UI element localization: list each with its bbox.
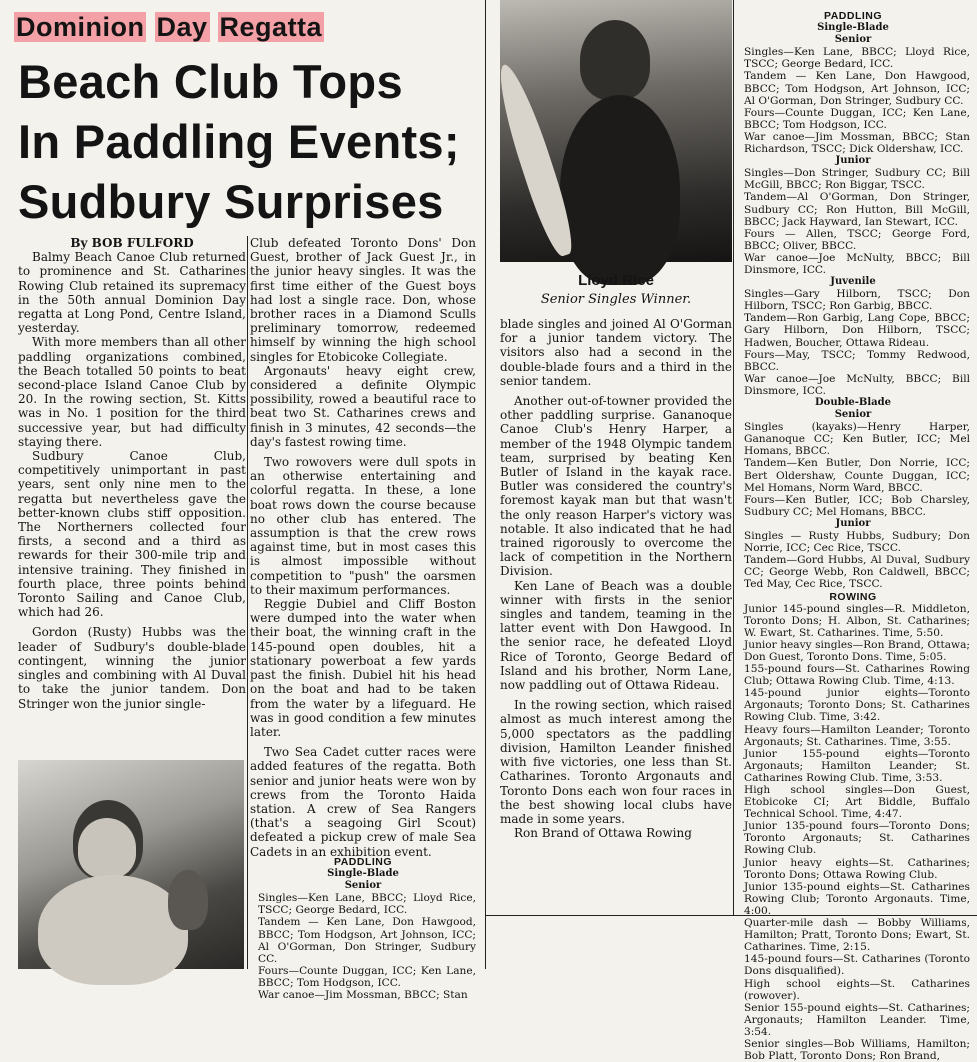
result-entry: War canoe—Jim Mossman, BBCC; Stan	[258, 989, 468, 1002]
result-heading: Senior	[834, 34, 872, 46]
result-entry: Singles—Ken Lane, BBCC; Lloyd Rice, TSCC; George Bedard, ICC.	[744, 46, 970, 71]
result-heading: ROWING	[829, 590, 877, 603]
paragraph: In the rowing section, which raised almost as much interest among the 5,000 spectators as the paddling division, Hamilton Leander finished with five victories, one less than St. Catharines. Toronto Argonauts and Toronto Dons each won four races in the best showing local clubs have made in some years.	[500, 698, 732, 826]
result-heading: Juvenile	[830, 276, 876, 288]
result-heading: Senior	[834, 409, 872, 421]
paragraph: Gordon (Rusty) Hubbs was the leader of Sudbury's double-blade contingent, winning the junior singles and combining with Al Duval to take the junior tandem. Don Stringer won the junior single-	[18, 625, 246, 711]
result-entry: Singles—Ken Lane, BBCC; Lloyd Rice, TSCC; George Bedard, ICC.	[258, 892, 476, 917]
result-heading: Single-Blade	[817, 22, 889, 34]
kicker-word: Day	[156, 12, 208, 42]
result-heading: Junior	[835, 517, 871, 529]
paragraph: Balmy Beach Canoe Club returned to prominence and St. Catharines Rowing Club retained its supremacy in the 50th annual Dominion Day regatta at Long Pond, Centre Island, yesterday.	[18, 250, 246, 336]
paragraph: With more members than all other paddling organizations combined, the Beach totalled 50 points to beat second-place Island Canoe Club by 20. In the rowing section, St. Kitts was in No. 1 position for the third successive year, but had difficulty staying there.	[18, 335, 246, 449]
result-entry: High school singles—Don Guest, Etobicoke CI; Art Biddle, Buffalo Technical School. Time, 4:47.	[744, 784, 970, 821]
headline	[18, 52, 478, 232]
article-column-1	[18, 236, 246, 711]
result-entry: Singles (kayaks)—Henry Harper, Gananoque CC; Ken Butler, ICC; Mel Homans, BBCC.	[744, 421, 970, 458]
paragraph: Ron Brand of Ottawa Rowing	[514, 826, 692, 841]
result-entry: Tandem—Ken Butler, Don Norrie, ICC; Bert Oldershaw, Counte Duggan, ICC; Mel Homans, Norm Ward, BBCC.	[744, 457, 970, 494]
result-entry: Fours—Ken Butler, ICC; Bob Charsley, Sudbury CC; Mel Homans, BBCC.	[744, 493, 970, 518]
result-heading: Junior	[835, 155, 871, 167]
result-entry: Tandem—Ron Garbig, Lang Cope, BBCC; Gary Hilborn, Don Hilborn, TSCC; Hadwen, Boucher, Ottawa Rideau.	[744, 312, 970, 349]
paragraph: Reggie Dubiel and Cliff Boston were dumped into the water when their boat, the winning craft in the 145-pound open doubles, hit a stationary powerboat a few yards past the finish. Dubiel hit his head on the boat and had to be taken from the water by a lifeguard. He was in good condition a few minutes later.	[250, 597, 476, 739]
result-entry: Fours—Counte Duggan, ICC; Ken Lane, BBCC; Tom Hodgson, ICC.	[258, 964, 476, 989]
photo-lloyd-rice	[500, 0, 732, 262]
result-entry: Junior 155-pound eights—Toronto Argonauts; Hamilton Leander; St. Catharines Rowing Club. Time, 3:53.	[744, 747, 970, 784]
result-entry: Quarter-mile dash — Bobby Williams, Hamilton; Pratt, Toronto Dons; Ewart, St. Catharines. Time, 2:15.	[744, 917, 970, 954]
byline: By BOB FULFORD	[70, 236, 194, 250]
result-entry: War canoe—Joe McNulty, BBCC; Bill Dinsmore, ICC.	[744, 251, 970, 276]
section-kicker	[14, 12, 324, 43]
column-rule	[485, 0, 486, 969]
result-entry: Senior singles—Bob Williams, Hamilton; Bob Platt, Toronto Dons; Ron Brand,	[744, 1037, 970, 1062]
result-entry: 155-pound fours—St. Catharines Rowing Club; Ottawa Rowing Club. Time, 4:13.	[744, 663, 970, 688]
photo-paddler	[18, 760, 244, 969]
article-column-2	[250, 236, 476, 859]
result-entry: Senior 155-pound eights—St. Catharines; Argonauts; Hamilton Leander. Time, 3:54.	[744, 1001, 970, 1038]
result-entry: Junior heavy eights—St. Catharines; Toronto Dons; Ottawa Rowing Club.	[744, 856, 970, 881]
column-rule	[733, 0, 734, 915]
result-entry: Fours — Allen, TSCC; George Ford, BBCC; Oliver, BBCC.	[744, 227, 970, 252]
result-entry: Tandem — Ken Lane, Don Hawgood, BBCC; Tom Hodgson, Art Johnson, ICC; Al O'Gorman, Don Stringer, Sudbury CC.	[744, 70, 970, 107]
result-entry: Singles — Rusty Hubbs, Sudbury; Don Norrie, ICC; Cec Rice, TSCC.	[744, 530, 970, 555]
column-rule	[247, 236, 248, 969]
result-entry: Junior 145-pound singles—R. Middleton, Toronto Dons; H. Albon, St. Catharines; W. Ewart, St. Catharines. Time, 5:50.	[744, 602, 970, 639]
headline-line: Sudbury Surprises	[18, 175, 444, 228]
result-entry: Fours—Counte Duggan, ICC; Ken Lane, BBCC; Tom Hodgson, ICC.	[744, 106, 970, 131]
paragraph: Two Sea Cadet cutter races were added features of the regatta. Both senior and junior heats were won by crews from the Toronto Haida station. A crew of Sea Rangers (that's a seagoing Girl Scout) defeated a pickup crew of male Sea Cadets in an exhibition event.	[250, 745, 476, 859]
result-entry: Junior heavy singles—Ron Brand, Ottawa; Don Guest, Toronto Dons. Time, 5:05.	[744, 638, 970, 663]
result-heading: PADDLING	[823, 10, 883, 22]
result-heading: Double-Blade	[814, 397, 891, 408]
result-entry: 145-pound fours—St. Catharines (Toronto Dons disqualified).	[744, 953, 970, 978]
result-entry: Junior 135-pound fours—Toronto Dons; Toronto Argonauts; St. Catharines Rowing Club.	[744, 820, 970, 857]
results-listing	[736, 10, 970, 1062]
photo-caption-name: Lloyd Rice	[578, 272, 654, 289]
paragraph: Club defeated Toronto Dons' Don Guest, brother of Jack Guest Jr., in the junior heavy singles. It was the first time either of the Guest boys had lost a single race. Don, whose brother races in a Diamond Sculls preliminary tomorrow, redeemed himself by winning the high school singles for Etobicoke Collegiate.	[250, 236, 476, 364]
result-entry: Singles—Don Stringer, Sudbury CC; Bill McGill, BBCC; Ron Biggar, TSCC.	[744, 167, 970, 192]
result-heading: Single-Blade	[327, 868, 399, 880]
result-entry: Tandem—Gord Hubbs, Al Duval, Sudbury CC; George Webb, Ron Caldwell, BBCC; Ted May, Cec Rice, TSCC.	[744, 554, 970, 591]
result-entry: Tandem — Ken Lane, Don Hawgood, BBCC; Tom Hodgson, Art Johnson, ICC; Al O'Gorman, Don Stringer, Sudbury CC.	[258, 916, 476, 965]
paragraph: Another out-of-towner provided the other paddling surprise. Gananoque Canoe Club's Henry Harper, a member of the 1948 Olympic tandem team, surprised by beating Ken Butler of Island in the kayak race. Butler was considered the country's foremost kayak man but that wasn't the only reason Harper's victory was notable. It also indicated that he had trained rigorously to overcome the lack of competition in the Northern Division.	[500, 394, 732, 579]
result-heading: Senior	[344, 880, 382, 892]
article-column-3	[500, 317, 732, 857]
result-entry: Junior 135-pound eights—St. Catharines Rowing Club; Toronto Argonauts. Time, 4:00.	[744, 880, 970, 917]
result-entry: High school eights—St. Catharines (rowover).	[744, 977, 970, 1002]
kicker-word: Regatta	[219, 12, 323, 42]
result-entry: 145-pound junior eights—Toronto Argonauts; Toronto Dons; St. Catharines Rowing Club. Time, 3:42.	[744, 687, 970, 724]
photo-caption-subtitle: Senior Singles Winner.	[540, 292, 692, 307]
paragraph: Sudbury Canoe Club, competitively unimportant in past years, sent only nine men to the regatta but nevertheless gave the better-known clubs stiff opposition. The Northerners collected four firsts, a second and a third as rewards for their 300-mile trip and intensive training. They finished in fourth place, three points behind Toronto Sailing and Canoe Club, which had 26.	[18, 449, 246, 620]
result-entry: Tandem—Al O'Gorman, Don Stringer, Sudbury CC; Ron Hutton, Bill McGill, BBCC; Jack Hayward, Ian Stewart, ICC.	[744, 191, 970, 228]
kicker-word: Dominion	[16, 12, 145, 42]
paragraph: Argonauts' heavy eight crew, considered a definite Olympic possibility, rowed a beautiful race to beat two St. Catharines crews and finish in 3 minutes, 42 seconds—the day's fastest rowing time.	[250, 363, 476, 449]
result-entry: War canoe—Jim Mossman, BBCC; Stan Richardson, TSCC; Dick Oldershaw, ICC.	[744, 130, 970, 156]
results-listing-continued	[250, 856, 476, 1002]
paragraph: Two rowovers were dull spots in an otherwise entertaining and colorful regatta. In these, a lone boat rows down the course because no other club has entered. The assumption is that the crew rows against time, but in most cases this is almost impossible without competition to "push" the oarsmen to their maximum performances.	[250, 455, 476, 597]
paragraph: Ken Lane of Beach was a double winner with firsts in the senior singles and tandem, teaming in the latter event with Don Hawgood. In the senior race, he defeated Lloyd Rice of Toronto, George Bedard of Island and his brother, Norm Lane, now paddling out of Ottawa Rideau.	[500, 578, 732, 693]
headline-line: Beach Club Tops	[18, 55, 403, 108]
result-heading: PADDLING	[333, 856, 393, 868]
result-entry: Singles—Gary Hilborn, TSCC; Don Hilborn, TSCC; Ron Garbig, BBCC.	[744, 288, 970, 313]
result-entry: War canoe—Joe McNulty, BBCC; Bill Dinsmore, ICC.	[744, 372, 970, 397]
result-entry: Fours—May, TSCC; Tommy Redwood, BBCC.	[744, 348, 970, 373]
headline-line: In Paddling Events;	[18, 115, 460, 168]
result-entry: Heavy fours—Hamilton Leander; Toronto Argonauts; St. Catharines. Time, 3:55.	[744, 723, 970, 748]
paragraph: blade singles and joined Al O'Gorman for a junior tandem victory. The visitors also had a second in the double-blade fours and a third in the senior tandem.	[500, 317, 732, 388]
